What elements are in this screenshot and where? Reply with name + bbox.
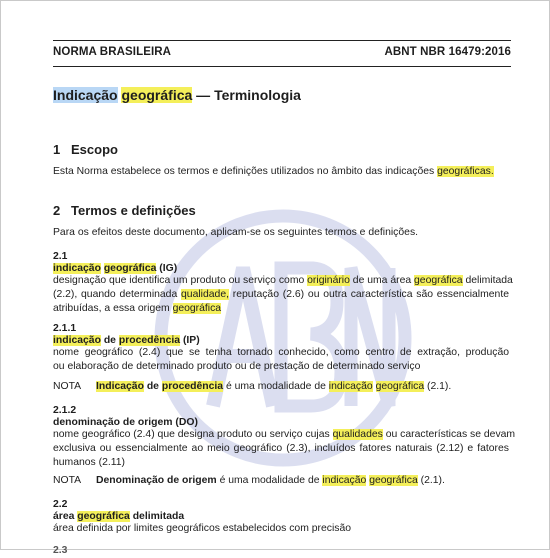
definition-line: nome geográfico (2.4) que designa produto ou serviço cujas qualidades ou características se devam [53, 429, 516, 440]
definition-line: (2.2), quando determinada qualidade, reputação (2.6) ou outra característica são essencialmente [53, 289, 509, 300]
scope-paragraph [53, 165, 494, 179]
section-number: 2 [53, 203, 61, 218]
title-rest: — Terminologia [192, 87, 301, 103]
term-2-2-number: 2.2 [53, 499, 68, 510]
section-2-intro: Para os efeitos deste documento, aplicam-se os seguintes termos e definições. [53, 227, 419, 238]
term-2-1-definition [53, 274, 513, 316]
definition-line: designação que identifica um produto ou serviço como originário de uma área geográfica delimitada [53, 275, 513, 286]
section-2-heading [53, 203, 196, 218]
scope-highlight: geográficas. [437, 166, 494, 177]
section-title: Escopo [71, 142, 118, 157]
definition-line: ou elaboração de determinado produto ou de prestação de determinado serviço [53, 361, 421, 372]
title-selected-word: Indicação [53, 87, 118, 103]
next-term-number-cut: 2.3 [53, 545, 68, 556]
section-1-heading [53, 142, 118, 157]
term-2-1-2-definition [53, 428, 516, 470]
definition-line: exclusiva ou essencialmente ao meio geográfico (2.3), incluídos fatores naturais (2.12) e fatores [53, 443, 509, 454]
term-2-1-2-note: NOTA Denominação de origem é uma modalidade de indicação geográfica (2.1). [53, 475, 445, 486]
term-2-1-1-definition [53, 346, 509, 374]
term-word: indicação [53, 263, 101, 274]
document-title [53, 87, 301, 103]
note-label: NOTA [53, 475, 82, 486]
scope-text: Esta Norma estabelece os termos e definições utilizados no âmbito das indicações [53, 166, 438, 177]
term-2-2-definition: área definida por limites geográficos estabelecidos com precisão [53, 523, 352, 534]
section-number: 1 [53, 142, 61, 157]
term-word: geográfica [103, 263, 157, 274]
header-top-rule [53, 40, 511, 41]
header-standard-type: NORMA BRASILEIRA [53, 46, 172, 58]
term-2-1-1-note: NOTA Indicação de procedência é uma modalidade de indicação geográfica (2.1). [53, 381, 452, 392]
term-2-1-number: 2.1 [53, 251, 68, 262]
title-highlighted-word: geográfica [121, 87, 193, 103]
term-abbrev: (IG) [156, 263, 178, 274]
definition-line: humanos (2.11) [53, 457, 126, 468]
header-bottom-rule [53, 66, 511, 67]
definition-line: nome geográfico (2.4) que se tenha tornado conhecido, como centro de extração, produção [53, 347, 509, 358]
term-2-1-1-title: indicação de procedência (IP) [53, 335, 200, 346]
term-2-1-2-title: denominação de origem (DO) [53, 417, 198, 428]
definition-line: atribuídas, a essa origem geográfica [53, 303, 222, 314]
header-standard-code: ABNT NBR 16479:2016 [384, 46, 511, 58]
section-title: Termos e definições [71, 203, 196, 218]
document-header [53, 46, 511, 62]
term-2-1-2-number: 2.1.2 [53, 405, 77, 416]
note-label: NOTA [53, 381, 82, 392]
term-2-1-1-number: 2.1.1 [53, 323, 77, 334]
term-2-2-title: área geográfica delimitada [53, 511, 185, 522]
